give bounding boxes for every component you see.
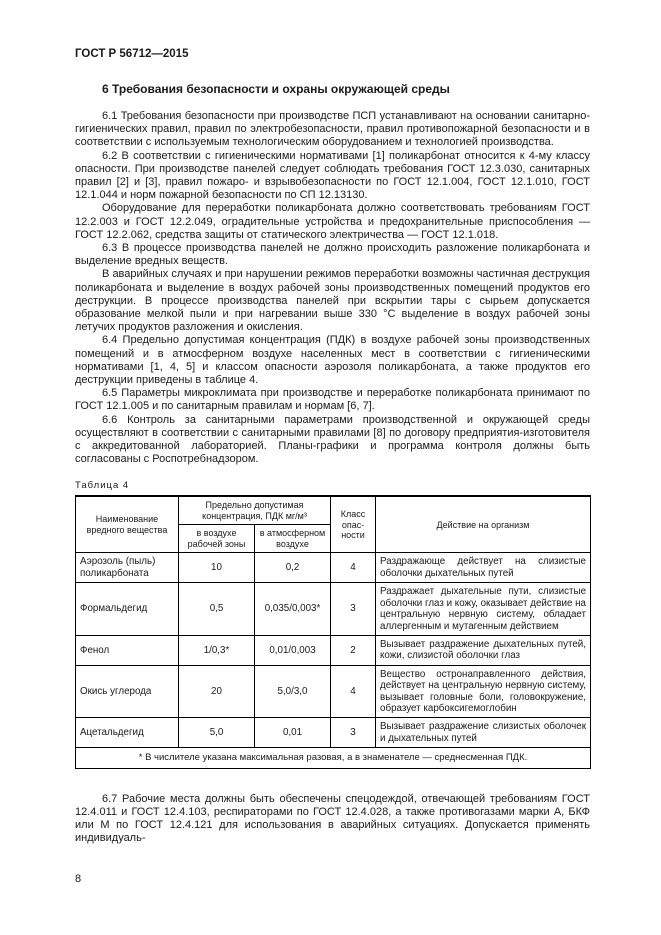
- paragraph-6-3: 6.3 В процессе производства панелей не должно происходить разложение поликарбоната и выделение вредных веществ.: [75, 242, 590, 268]
- table-caption: Таблица 4: [75, 480, 130, 492]
- cell-pdk-atm: 5,0/3,0: [255, 665, 331, 718]
- table-row: [76, 635, 591, 665]
- col-header-pdk-work: в воздухе рабочей зоны: [179, 525, 255, 553]
- cell-pdk-work: 0,5: [179, 583, 255, 636]
- col-header-pdk-atm: в атмосферном воздухе: [255, 525, 331, 553]
- cell-pdk-atm: 0,01/0,003: [255, 635, 331, 665]
- table-footnote: * В числителе указана максимальная разовая, а в знаменателе — среднесменная ПДК.: [76, 748, 591, 768]
- cell-action: Раздражает дыхательные пути, слизистые оболочки глаз и кожу, оказывает действие на центральную нервную систему, обладает аллергенным и мутагенным действием: [376, 583, 591, 636]
- hazard-substances-table: [75, 495, 591, 768]
- col-header-hazard-class: Класс опас- ности: [331, 496, 376, 553]
- cell-action: Вызывает раздражение дыхательных путей, кожи, слизистой оболочки глаз: [376, 635, 591, 665]
- cell-pdk-work: 5,0: [179, 718, 255, 748]
- cell-pdk-work: 1/0,3*: [179, 635, 255, 665]
- cell-pdk-atm: 0,035/0,003*: [255, 583, 331, 636]
- table-row: [76, 583, 591, 636]
- cell-action: Раздражающе действует на слизистые оболочки дыхательных путей: [376, 553, 591, 583]
- paragraph-6-4: 6.4 Предельно допустимая концентрация (ПДК) в воздухе рабочей зоны производственных помещений и в атмосферном воздухе населенных мест в соответствии с гигиеническими нормативами [1, 4, 5] и классом опасности аэрозоля поликарбоната, а также продуктов его деструкции приведены в таблице 4.: [75, 334, 590, 387]
- section-title: 6 Требования безопасности и охраны окружающей среды: [102, 82, 450, 96]
- cell-substance: Аэрозоль (пыль) поликарбоната: [76, 553, 179, 583]
- page-number: 8: [75, 873, 82, 885]
- col-header-substance: Наименование вредного вещества: [76, 496, 179, 553]
- cell-hazard-class: 3: [331, 583, 376, 636]
- paragraph-6-5: 6.5 Параметры микроклимата при производстве и переработке поликарбоната принимают по ГОСТ 12.1.005 и по санитарным правилам и нормам [6, 7].: [75, 387, 590, 413]
- col-header-pdk: Предельно допустимая концентрация, ПДК мг/м³: [179, 496, 331, 525]
- cell-action: Вызывает раздражение слизистых оболочек и дыхательных путей: [376, 718, 591, 748]
- table-footnote-row: [76, 748, 591, 768]
- cell-pdk-work: 20: [179, 665, 255, 718]
- table-row: [76, 718, 591, 748]
- table-row: [76, 665, 591, 718]
- cell-hazard-class: 4: [331, 553, 376, 583]
- cell-pdk-atm: 0,01: [255, 718, 331, 748]
- cell-hazard-class: 2: [331, 635, 376, 665]
- cell-substance: Окись углерода: [76, 665, 179, 718]
- cell-substance: Формальдегид: [76, 583, 179, 636]
- paragraph-6-7: 6.7 Рабочие места должны быть обеспечены спецодеждой, отвечающей требованиям ГОСТ 12.4.011 и ГОСТ 12.4.103, респираторами по ГОСТ 12.4.028, а также противогазами марки А, БКФ или М по ГОСТ 12.4.121 для использования в аварийных ситуациях. Допускается применять индивидуаль-: [75, 792, 590, 845]
- paragraph-6-6: 6.6 Контроль за санитарными параметрами производственной и окружающей среды осуществляют в соответствии с санитарными правилами [8] по договору предприятия-изготовителя с аккредитованной лабораторией. Планы-графики и программа контроля должны быть согласованы с Роспотребнадзором.: [75, 413, 590, 466]
- cell-hazard-class: 3: [331, 718, 376, 748]
- cell-hazard-class: 4: [331, 665, 376, 718]
- paragraph-emergency: В аварийных случаях и при нарушении режимов переработки возможны частичная деструкция поликарбоната и выделение в воздух рабочей зоны производственных помещений продуктов его деструкции. В процессе производства панелей при вскрытии тары с сырьем допускается образование мелкой пыли и при нагревании выше 330 °С выделение в воздух рабочей зоны летучих продуктов разложения и окисления.: [75, 268, 590, 334]
- cell-action: Вещество остронаправленного действия, действует на центральную нервную систему, вызывает головные боли, головокружение, образует карбоксигемоглобин: [376, 665, 591, 718]
- paragraph-6-2: 6.2 В соответствии с гигиеническими нормативами [1] поликарбонат относится к 4-му классу опасности. При производстве панелей следует соблюдать требования ГОСТ 12.3.030, санитарных правил [2] и [3], правил пожаро- и взрывобезопасности по ГОСТ 12.1.004, ГОСТ 12.1.010, ГОСТ 12.1.044 и норм пожарной безопасности по СП 12.13130.: [75, 149, 590, 202]
- cell-pdk-work: 10: [179, 553, 255, 583]
- cell-substance: Ацетальдегид: [76, 718, 179, 748]
- cell-substance: Фенол: [76, 635, 179, 665]
- cell-pdk-atm: 0,2: [255, 553, 331, 583]
- paragraph-6-1: 6.1 Требования безопасности при производстве ПСП устанавливают на основании санитарно-гигиенических правил, правил по электробезопасности, правил противопожарной безопасности и в соответствии с используемым технологическим оборудованием и технологией производства.: [75, 110, 590, 149]
- col-header-action: Действие на организм: [376, 496, 591, 553]
- document-header: ГОСТ Р 56712—2015: [75, 48, 189, 60]
- paragraph-equipment: Оборудование для переработки поликарбоната должно соответствовать требованиям ГОСТ 12.2.003 и ГОСТ 12.2.049, оградительные устройства и предохранительные приспособления — ГОСТ 12.2.062, средства защиты от статического электричества — ГОСТ 12.1.018.: [75, 202, 590, 241]
- table-row: [76, 553, 591, 583]
- table-header-row-1: [76, 496, 591, 525]
